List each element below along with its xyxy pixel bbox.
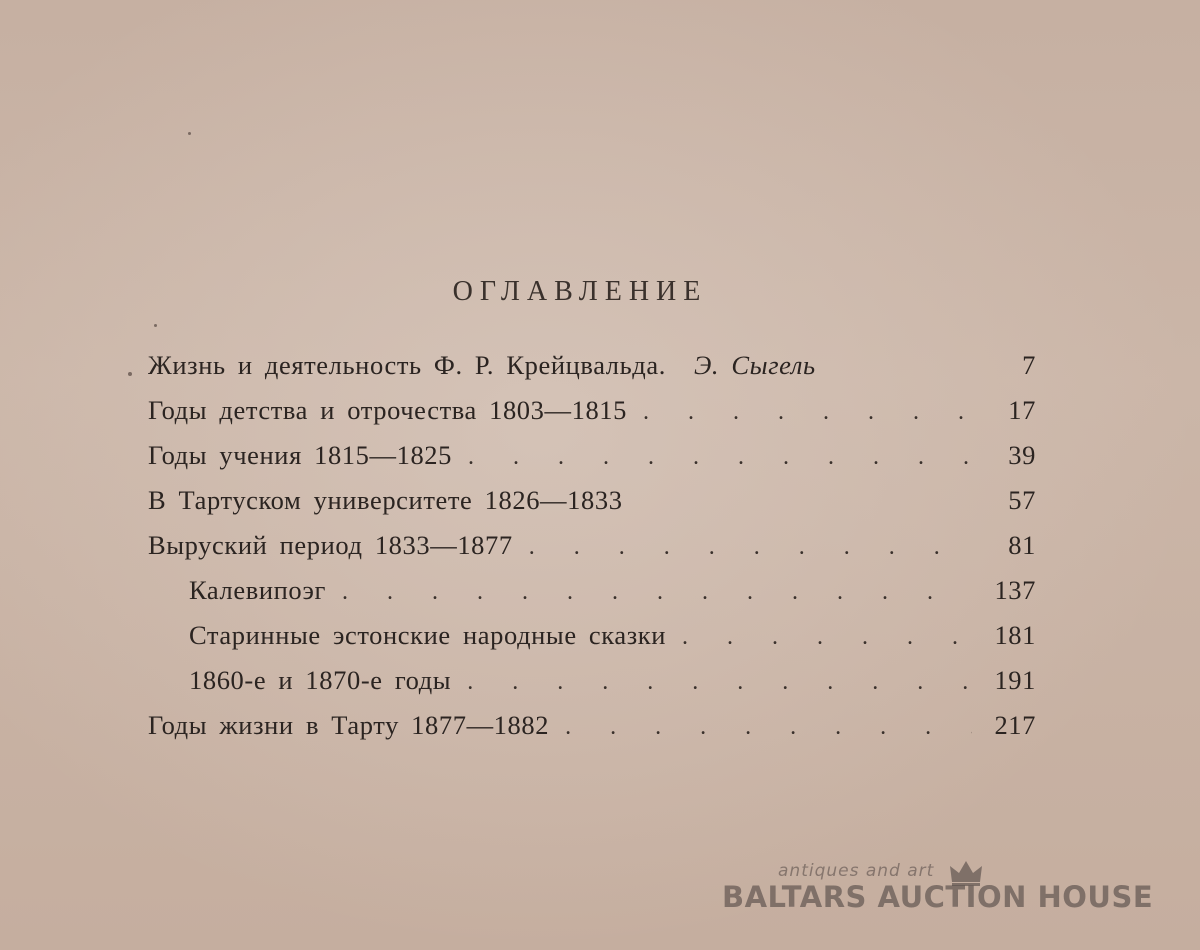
toc-entry-title: Годы учения 1815—1825 — [148, 440, 453, 470]
paper-speck — [188, 132, 191, 135]
table-of-contents — [148, 343, 1036, 748]
toc-subentry — [148, 658, 1036, 703]
toc-entry-page: 7 — [1022, 350, 1036, 380]
toc-entry-title: Выруский период 1833—1877 — [148, 530, 513, 560]
toc-entry — [148, 433, 1036, 478]
toc-entry — [148, 703, 1036, 748]
dot-leader — [467, 660, 972, 705]
page-title: ОГЛАВЛЕНИЕ — [452, 276, 708, 307]
watermark-brand: BALTARS AUCTION HOUSE — [722, 880, 1154, 914]
toc-entry — [148, 343, 1036, 388]
toc-entry-page: 39 — [1008, 440, 1036, 470]
toc-entry-page: 17 — [1008, 395, 1036, 425]
toc-entry-title: Годы детства и отрочества 1803—1815 — [148, 395, 628, 425]
toc-entry — [148, 478, 1036, 523]
dot-leader — [342, 570, 972, 615]
toc-entry-page: 81 — [1008, 530, 1036, 560]
toc-entry-title: Старинные эстонские народные сказки — [189, 620, 667, 650]
dot-leader — [529, 525, 972, 570]
dot-leader — [682, 615, 972, 660]
toc-entry-title: 1860-е и 1870-е годы — [189, 665, 452, 695]
toc-entry — [148, 388, 1036, 433]
toc-entry-title: Жизнь и деятельность Ф. Р. Крейцвальда. — [148, 350, 666, 380]
toc-entry-title: В Тартуском университете 1826—1833 — [148, 485, 623, 515]
toc-entry-title: Калевипоэг — [189, 575, 326, 605]
toc-subentry — [148, 568, 1036, 613]
toc-entry-page: 137 — [994, 575, 1036, 605]
paper-speck — [128, 372, 132, 376]
dot-leader — [565, 705, 972, 750]
paper-speck — [154, 324, 157, 327]
dot-leader — [643, 390, 972, 435]
toc-entry-page: 181 — [994, 620, 1036, 650]
toc-entry — [148, 523, 1036, 568]
watermark-tagline: antiques and art — [778, 861, 935, 881]
toc-subentry — [148, 613, 1036, 658]
toc-entry-page: 57 — [1008, 485, 1036, 515]
toc-entry-page: 191 — [994, 665, 1036, 695]
toc-entry-author: Э. Сыгель — [693, 350, 816, 380]
toc-entry-title: Годы жизни в Тарту 1877—1882 — [148, 710, 550, 740]
dot-leader — [468, 435, 972, 480]
toc-entry-page: 217 — [994, 710, 1036, 740]
auction-watermark — [722, 858, 1154, 928]
